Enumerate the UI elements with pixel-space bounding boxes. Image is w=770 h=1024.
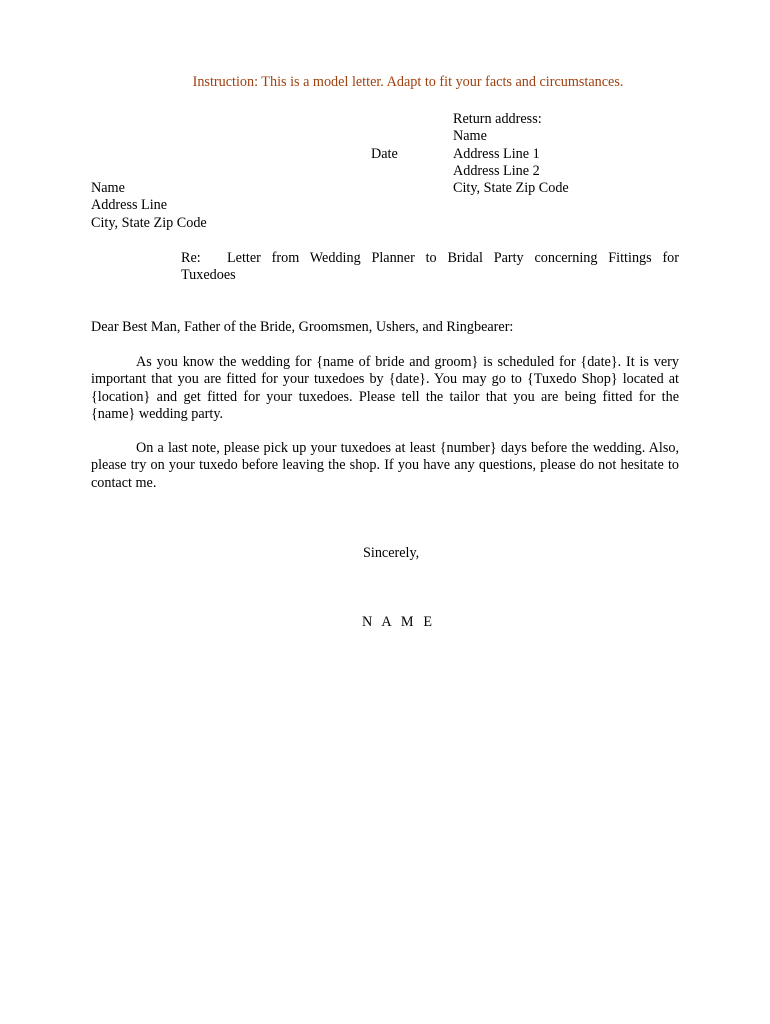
- recipient-city-state-zip: City, State Zip Code: [91, 214, 207, 231]
- subject-label: Re:: [181, 250, 201, 266]
- signature-name: N A M E: [362, 614, 436, 630]
- body-paragraph-1: As you know the wedding for {name of bride and groom} is scheduled for {date}. It is very important that you are fitted for your tuxedoes by {date}. You may go to {Tuxedo Shop} located at {location} and get fitted for your tuxedoes. Please tell the tailor that you are being fitted for the {name} wedding party.: [91, 354, 679, 422]
- return-address-line-2: Address Line 2: [453, 162, 540, 179]
- subject-line-first: [181, 250, 679, 267]
- salutation: Dear Best Man, Father of the Bride, Groomsmen, Ushers, and Ringbearer:: [91, 319, 514, 335]
- return-address-block: [453, 111, 569, 197]
- recipient-name: Name: [91, 180, 125, 196]
- return-address-line-1: Address Line 1: [453, 145, 540, 162]
- return-address-name: Name: [453, 128, 487, 145]
- instruction-note: Instruction: This is a model letter. Adapt to fit your facts and circumstances.: [192, 74, 624, 90]
- closing: Sincerely,: [363, 545, 420, 561]
- return-address-city-state-zip: City, State Zip Code: [453, 180, 569, 197]
- recipient-address-line: Address Line: [91, 197, 168, 214]
- subject-line: [181, 250, 679, 285]
- return-address-heading: Return address:: [453, 111, 542, 127]
- subject-text-line-2: Tuxedoes: [181, 267, 236, 284]
- body-paragraph-2: On a last note, please pick up your tuxedoes at least {number} days before the wedding. Also, please try on your tuxedo before leaving the shop. If you have any questions, please do not hesitate to contact me.: [91, 440, 679, 491]
- date-placeholder: Date: [371, 146, 398, 162]
- recipient-address-block: [91, 180, 207, 232]
- subject-text-line-1: Letter from Wedding Planner to Bridal Party concerning Fittings for: [227, 250, 679, 266]
